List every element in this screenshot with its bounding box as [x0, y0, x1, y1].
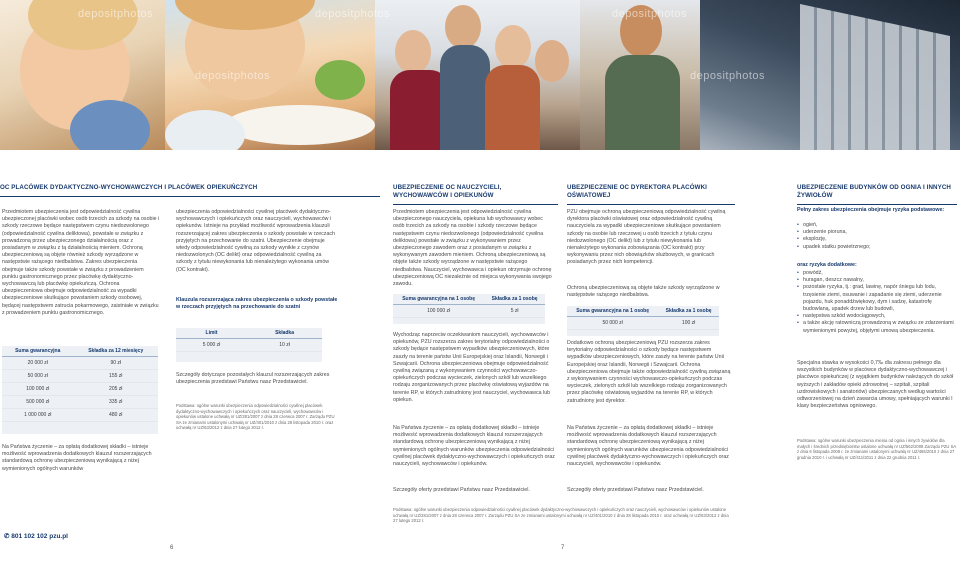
footnote: Podstawa: ogólne warunki ubezpieczenia mienia od ognia i innych żywiołów dla małych i średnich przedsiębiorstw ustalone uchwałą nr UZ/562/2008 Zarządu PZU SA z dnia 6 listopada 2008 r. ze zmianami ustalonymi uchwałą nr UZ/465/2010 z dnia 27 grudnia 2010 r. i uchwałą nr UZ/411/2011 z dnia 22 grudnia 2011 r. [797, 438, 956, 460]
watermark: depositphotos [315, 8, 390, 20]
phone-text: 801 102 102 pzu.pl [11, 533, 68, 540]
paragraph: Dodatkowo ochroną ubezpieczeniową PZU rozszerza zakres terytorialny odpowiedzialności o szkody będące następstwem wypadków ubezpieczeniowych, które zaszły na terenie państw Unii Europejskiej oraz Islandii, Norwegii i Szwajcarii. Ochrona ubezpieczeniowa obejmuje także odpowiedzialność cywilną związaną z wykonywaniem czynności wychowawczo-opiekuńczych podczas wycieczek, zielonych szkół lub wszelkiego rodzaju zorganizowanych przez placówkę oświatową wyjazdów na terenie RP, w których zatrudniony jest dyrektor. [567, 340, 731, 404]
table-cell: 100 zł [658, 317, 719, 330]
table-header: Składka za 12 miesięcy [73, 346, 158, 357]
table-cell: 5 zł [484, 305, 545, 318]
watermark: depositphotos [690, 70, 765, 82]
building-shape [800, 4, 950, 150]
section-heading-dyrektor: UBEZPIECZENIE OC DYREKTORA PLACÓWKI OŚWIATOWEJ [567, 184, 737, 200]
paragraph: Przedmiotem ubezpieczenia jest odpowiedzialność cywilna ubezpieczonej placówki wobec osób trzecich za szkody na osobie i szkody rzeczowe będące następstwem czynu niedozwolonego (odpowiedzialność cywilna deliktowa), powstałe w związku z prowadzoną przez ubezpieczonego działalnością oraz z posiadanym w związku z tą działalnością mieniem. Ochroną ubezpieczeniową są objęte również szkody wyrządzone w następstwie rażącego niedbalstwa. Zakres ubezpieczenia obejmuje także szkody powstałe w związku z prowadzeniem punktu gastronomicznego przez placówkę dydaktyczno-wychowawczą lub placówkę opiekuńczą. Ochrona ubezpieczeniowa obejmuje odpowiedzialność za wypadki ubezpieczeniowe skutkujące powstaniem szkody osobowej, będącej następstwem zatrucia pokarmowego, zaistniałe w związku z prowadzeniem punktu gastronomicznego. [2, 209, 160, 316]
footnote: Podstawa: ogólne warunki ubezpieczenia odpowiedzialności cywilnej placówek dydaktyczno-wychowawczych i opiekuńczych oraz nauczycieli, wychowawców i opiekunów ustalone uchwałą nr UZ/281/2007 z dnia 28 czerwca 2007 r. Zarządu PZU SA ze zmianami ustalonymi uchwałą nr UZ/401/2010 z dnia 28 listopada 2010 r. oraz uchwałą nr UZ/63/2012 z dnia 27 lutego 2012 r. [393, 507, 729, 524]
paragraph: Wychodząc naprzeciw oczekiwaniom nauczycieli, wychowawców i opiekunów, PZU rozszerza zakres terytorialny odpowiedzialności o szkody będące następstwem wypadków ubezpieczeniowych, które zaszły na terenie państw Unii Europejskiej oraz Islandii, Norwegii i Szwajcarii. Ochrona ubezpieczeniowa obejmuje odpowiedzialność cywilną związaną z wykonywaniem czynności wychowawczo-opiekuńczych podczas wycieczek, zielonych szkół lub wszelkiego rodzaju zorganizowanych przez placówkę oświatową wyjazdów na terenie RP, w których zatrudniony jest nauczyciel, wychowawca lub opiekun. [393, 332, 551, 403]
list-item: • następstwa szkód wodociągowych, [797, 313, 957, 320]
table-row [2, 357, 158, 370]
paragraph: ubezpieczenia odpowiedzialności cywilnej placówek dydaktyczno-wychowawczych i opiekuńczych oraz nauczycieli, wychowawców i opiekunów. Istnieje na przykład możliwość wprowadzenia klauzuli rozszerzającej zakres ubezpieczenia o szkody powstałe w rzeczach przyjętych na przechowanie do szatni. Ubezpieczenie obejmuje wtedy odpowiedzialność cywilną za szkody wynikłe z czynów niedozwolonych (OC delikt) oraz odpowiedzialność cywilną za szkody z tytułu niewykonania lub nienależytego wykonania umów (OC kontrakt). [176, 209, 335, 273]
table-header: Suma gwarancyjna [2, 346, 73, 357]
page-number: 6 [170, 545, 174, 551]
table-cell: 90 zł [73, 357, 158, 370]
additional-risks-list [797, 270, 957, 335]
photo-students-group [375, 0, 580, 150]
footnote: Podstawa: ogólne warunki ubezpieczenia odpowiedzialności cywilnej placówek dydaktyczno-wychowawczych i opiekuńczych oraz nauczycieli, wychowawców i opiekunów ustalone uchwałą nr UZ/281/2007 z dnia 28 czerwca 2007 r. Zarządu PZU SA ze zmianami ustalonymi uchwałą nr UZ/401/2010 z dnia 28 listopada 2010 r. oraz uchwałą nr UZ/63/2012 z dnia 27 lutego 2012 r. [176, 403, 335, 431]
table-cell: 335 zł [73, 396, 158, 409]
premium-table-dyrektor [567, 306, 719, 336]
list-item: • powódź, [797, 270, 957, 277]
page-number: 7 [561, 545, 565, 551]
table-header: Suma gwarancyjna na 1 osobę [567, 306, 658, 317]
paragraph: Ochroną ubezpieczeniową są objęte także szkody wyrządzone w następstwie rażącego niedbalstwa. [567, 285, 720, 299]
watermark: depositphotos [78, 8, 153, 20]
paragraph: Szczegóły oferty przedstawi Państwu nasz Przedstawiciel. [393, 487, 530, 493]
list-item: • eksplozję, [797, 236, 957, 243]
paragraph: Szczegóły dotyczące pozostałych klauzul rozszerzających zakres ubezpieczenia przedstawi Państwu nasz Przedstawiciel. [176, 372, 330, 386]
list-item: • huragan, deszcz nawalny, [797, 277, 957, 284]
list-item: • ogień, [797, 222, 957, 229]
table-cell: 20 000 zł [2, 357, 73, 370]
table-cell: 155 zł [73, 370, 158, 383]
lead-text: Pełny zakres ubezpieczenia obejmuje ryzyka podstawowe: [797, 207, 945, 213]
phone-contact [4, 532, 68, 540]
photo-banner [0, 0, 960, 150]
photo-teacher [580, 0, 700, 150]
paragraph: PZU obejmuje ochroną ubezpieczeniową odpowiedzialność cywilną dyrektora placówki oświatowej oraz odpowiedzialność cywilną nauczyciela za wypadki ubezpieczeniowe skutkujące powstaniem szkody na osobie lub rzeczowej u osób trzecich z tytułu czynu niedozwolonego (OC delikt) lub z tytułu niewykonania lub nienależytego wykonania zobowiązania (OC kontrakt) przy wykonywaniu przez nich obowiązków służbowych, w granicach posiadanych przez nich kompetencji. [567, 209, 726, 266]
table-row [2, 383, 158, 396]
table-cell: 5 000 zł [176, 339, 247, 352]
table-row [393, 305, 545, 318]
table-header: Składka za 1 osobę [658, 306, 719, 317]
table-row [176, 339, 322, 352]
watermark: depositphotos [195, 70, 270, 82]
table-cell: 50 000 zł [2, 370, 73, 383]
table-row [2, 396, 158, 409]
table-header: Limit [176, 328, 247, 339]
premium-table-nauczyciele [393, 294, 545, 324]
table-cell: 10 zł [247, 339, 322, 352]
table-header: Składka za 1 osobę [484, 294, 545, 305]
paragraph: Na Państwa życzenie – za opłatą dodatkowej składki – istnieje możliwość wprowadzenia dodatkowych klauzul rozszerzających standardową ochronę ubezpieczeniową wynikającą z niżej wymienionych ogólnych warunków ubezpieczenia odpowiedzialności cywilnej placówek dydaktyczno-wychowawczych i opiekuńczych oraz nauczycieli, wychowawców i opiekunów. [567, 425, 729, 468]
clause-heading: Klauzula rozszerzająca zakres ubezpieczenia o szkody powstałe w rzeczach przyjętych na przechowanie do szatni [176, 297, 338, 311]
table-cell: 1 000 000 zł [2, 409, 73, 422]
list-item: • a także akcję ratowniczą prowadzoną w związku ze zdarzeniami wymienionymi powyżej, objętymi umową ubezpieczenia. [797, 320, 957, 334]
table-row [567, 317, 719, 330]
list-item: • upadek statku powietrznego; [797, 244, 957, 251]
table-cell: 100 000 zł [393, 305, 484, 318]
table-row [2, 409, 158, 422]
list-item: • pozostałe ryzyka, tj.: grad, lawinę, napór śniegu lub lodu, trzęsienie ziemi, osuwanie i zapadanie się ziemi, uderzenie pojazdu, huk ponaddźwiękowy, dym i sadzę, katastrofę budowlaną, upadek drzew lub budowli, [797, 284, 957, 313]
basic-risks-list [797, 222, 957, 251]
paragraph: Szczegóły oferty przedstawi Państwu nasz Przedstawiciel. [567, 487, 704, 493]
table-cell: 205 zł [73, 383, 158, 396]
section-heading-nauczyciele: UBEZPIECZENIE OC NAUCZYCIELI, WYCHOWAWCÓW I OPIEKUNÓW [393, 184, 553, 200]
list-item: • uderzenie pioruna, [797, 229, 957, 236]
photo-child-eating [0, 0, 165, 150]
subheading: oraz ryzyka dodatkowe: [797, 262, 857, 268]
paragraph: Specjalna stawka w wysokości 0,7‰ dla zakresu pełnego dla wszystkich budynków w placówce dydaktyczno-wychowawczej i placówce opiekuńczej (z wyjątkiem budynków należących do szkół wyższych i zakładów opieki zdrowotnej – szpitali, szpitali uzdrowiskowych i sanatoriów) ubezpieczanych według wartości odtworzeniowej na dzień zawarcia umowy, spełniających warunki I klasy bezpieczeństwa ogniowego. [797, 360, 954, 410]
table-header: Składka [247, 328, 322, 339]
phone-icon: ✆ [4, 533, 10, 540]
paragraph: Na Państwa życzenie – za opłatą dodatkowej składki – istnieje możliwość wprowadzenia dodatkowych klauzul rozszerzających standardową ochronę ubezpieczeniową wynikającą z niżej wymienionych ogólnych warunków ubezpieczenia odpowiedzialności cywilnej placówek dydaktyczno-wychowawczych i opiekuńczych oraz nauczycieli, wychowawców i opiekunów. [393, 425, 555, 468]
table-cell: 100 000 zł [2, 383, 73, 396]
table-cell: 500 000 zł [2, 396, 73, 409]
paragraph: Na Państwa życzenie – za opłatą dodatkowej składki – istnieje możliwość wprowadzenia dodatkowych klauzul rozszerzających standardową ochronę ubezpieczeniową wynikającą z niżej wymienionych ogólnych warunków [2, 444, 152, 472]
table-row [2, 370, 158, 383]
table-cell: 480 zł [73, 409, 158, 422]
table-header: Suma gwarancyjna na 1 osobę [393, 294, 484, 305]
watermark: depositphotos [612, 8, 687, 20]
section-heading-placowki: OC PLACÓWEK DYDAKTYCZNO-WYCHOWAWCZYCH I PLACÓWEK OPIEKUŃCZYCH [0, 184, 390, 192]
paragraph: Przedmiotem ubezpieczenia jest odpowiedzialność cywilna ubezpieczonego nauczyciela, opiekuna lub wychowawcy wobec osób trzecich za szkody na osobie i szkody rzeczowe będące następstwem czynu niedozwolonego (odpowiedzialność cywilna deliktowa) powstałe w związku z wykonywaniem przez ubezpieczonego zawodem oraz z posiadanym w związku z wykonywanym zawodem mieniem. Ochroną ubezpieczeniową są objęte także szkody wyrządzone w następstwie rażącego niedbalstwa. Nauczyciel, wychowawca i opiekun otrzymuje ochronę ubezpieczeniową OC niezależnie od miejsca wykonywania swojego zawodu. [393, 209, 552, 288]
premium-table-szatnia [176, 328, 322, 362]
table-cell: 50 000 zł [567, 317, 658, 330]
premium-table-placowki [2, 346, 158, 434]
section-heading-budynki: UBEZPIECZENIE BUDYNKÓW OD OGNIA I INNYCH ŻYWIOŁÓW [797, 184, 957, 200]
